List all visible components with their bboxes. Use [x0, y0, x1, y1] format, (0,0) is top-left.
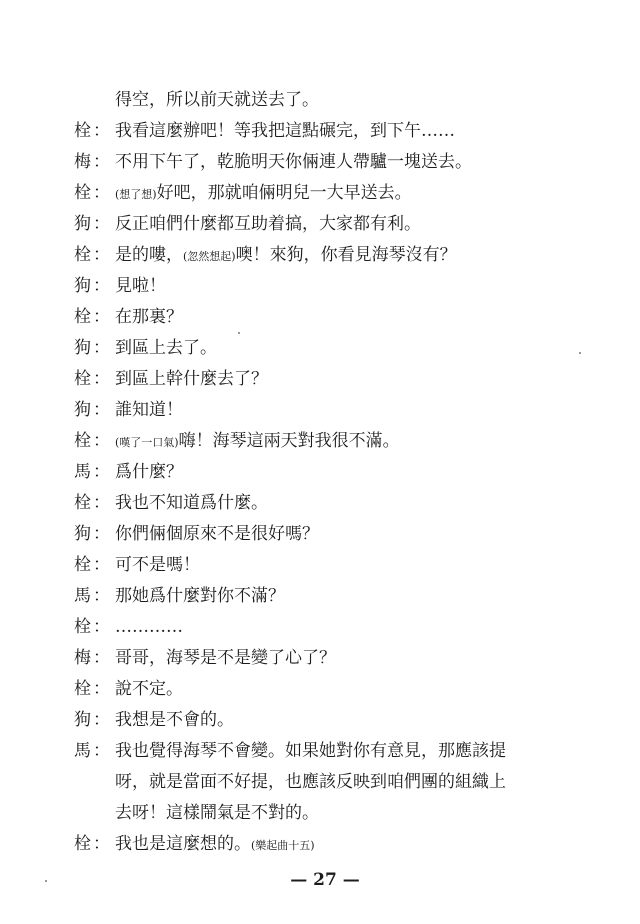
dialogue-line [0, 488, 640, 518]
dialogue-line [0, 85, 640, 115]
speaker-label: 馬： [74, 586, 112, 606]
speaker-label: 栓： [74, 245, 112, 265]
speaker-label [74, 798, 114, 828]
stage-direction: (想了想) [115, 188, 157, 201]
dialogue-line [0, 116, 640, 146]
dialogue-text: 在那裏？ [115, 307, 183, 327]
dialogue-text: 你們倆個原來不是很好嗎？ [115, 524, 319, 544]
speaker-label: 栓： [74, 617, 112, 637]
dialogue-line [0, 736, 640, 766]
dialogue-text: 誰知道！ [115, 400, 183, 420]
dialogue-text: 哥哥，海琴是不是變了心了？ [115, 648, 336, 668]
speaker-label: 栓： [74, 307, 112, 327]
speaker-label: 梅： [74, 648, 112, 668]
dialogue-line [0, 550, 640, 580]
dialogue-line [0, 643, 640, 673]
speaker-label: 栓： [74, 834, 112, 854]
dialogue-text: 得空，所以前天就送去了。 [115, 90, 319, 110]
dialogue-text: 我也是這麼想的。(樂起曲十五) [115, 834, 315, 854]
dialogue-line [0, 426, 640, 456]
dialogue-line [0, 147, 640, 177]
speaker-label: 狗： [74, 276, 112, 296]
dialogue-text: 去呀！這樣鬧氣是不對的。 [115, 803, 319, 823]
speaker-label: 栓： [74, 493, 112, 513]
dialogue-text: ………… [115, 617, 183, 637]
speaker-label [74, 85, 114, 115]
stage-direction: (忽然想起) [183, 250, 236, 263]
dialogue-text: 呀，就是當面不好提，也應該反映到咱們團的組織上 [115, 772, 506, 792]
dialogue-text: 我想是不會的。 [115, 710, 234, 730]
dialogue-text: 見啦！ [115, 276, 166, 296]
dialogue-text: 反正咱們什麼都互助着搞，大家都有利。 [115, 214, 421, 234]
dialogue-line [0, 364, 640, 394]
speaker-label: 狗： [74, 524, 112, 544]
dialogue-line [0, 333, 640, 363]
speaker-label: 狗： [74, 400, 112, 420]
dialogue-line [0, 519, 640, 549]
dialogue-text: 我也不知道爲什麼。 [115, 493, 268, 513]
stage-direction: (嘆了一口氣) [115, 436, 179, 449]
dialogue-line [0, 798, 640, 828]
dialogue-text: 爲什麼？ [115, 462, 183, 482]
speaker-label: 狗： [74, 214, 112, 234]
speaker-label: 梅： [74, 152, 112, 172]
speaker-label: 狗： [74, 710, 112, 730]
dialogue-text: 說不定。 [115, 679, 183, 699]
stage-direction: (樂起曲十五) [251, 839, 315, 852]
dialogue-line [0, 457, 640, 487]
speaker-label: 栓： [74, 369, 112, 389]
dialogue-text: 我看這麼辦吧！等我把這點碾完，到下午…… [115, 121, 455, 141]
dialogue-line [0, 178, 640, 208]
speaker-label: 狗： [74, 338, 112, 358]
page-number: — 27 — [290, 870, 360, 890]
speaker-label: 栓： [74, 679, 112, 699]
dialogue-line [0, 209, 640, 239]
dialogue-line [0, 674, 640, 704]
speaker-label: 栓： [74, 431, 112, 451]
dialogue-line [0, 581, 640, 611]
dialogue-text: 是的嘍，(忽然想起)噢！來狗，你看見海琴沒有？ [115, 245, 457, 265]
dialogue-text: 那她爲什麼對你不滿？ [115, 586, 285, 606]
dialogue-text: 可不是嗎！ [115, 555, 200, 575]
dialogue-text: (想了想)好吧，那就咱倆明兒一大早送去。 [115, 183, 412, 203]
dialogue-line [0, 612, 640, 642]
dialogue-line [0, 395, 640, 425]
dialogue-line [0, 302, 640, 332]
dialogue-line [0, 829, 640, 859]
dialogue-line [0, 240, 640, 270]
dialogue-line [0, 271, 640, 301]
speaker-label: 馬： [74, 462, 112, 482]
dialogue-line [0, 705, 640, 735]
dialogue-line [0, 767, 640, 797]
scan-speck [238, 332, 240, 334]
speaker-label: 馬： [74, 741, 112, 761]
scan-speck [579, 352, 581, 354]
speaker-label: 栓： [74, 183, 112, 203]
scan-speck [45, 880, 47, 882]
speaker-label: 栓： [74, 555, 112, 575]
speaker-label [74, 767, 114, 797]
dialogue-text: 到區上去了。 [115, 338, 217, 358]
dialogue-text: 不用下午了，乾脆明天你倆連人帶驢一塊送去。 [115, 152, 472, 172]
dialogue-text: 到區上幹什麼去了？ [115, 369, 268, 389]
speaker-label: 栓： [74, 121, 112, 141]
dialogue-text: 我也覺得海琴不會變。如果她對你有意見，那應該提 [115, 741, 506, 761]
dialogue-text: (嘆了一口氣)嗨！海琴這兩天對我很不滿。 [115, 431, 400, 451]
